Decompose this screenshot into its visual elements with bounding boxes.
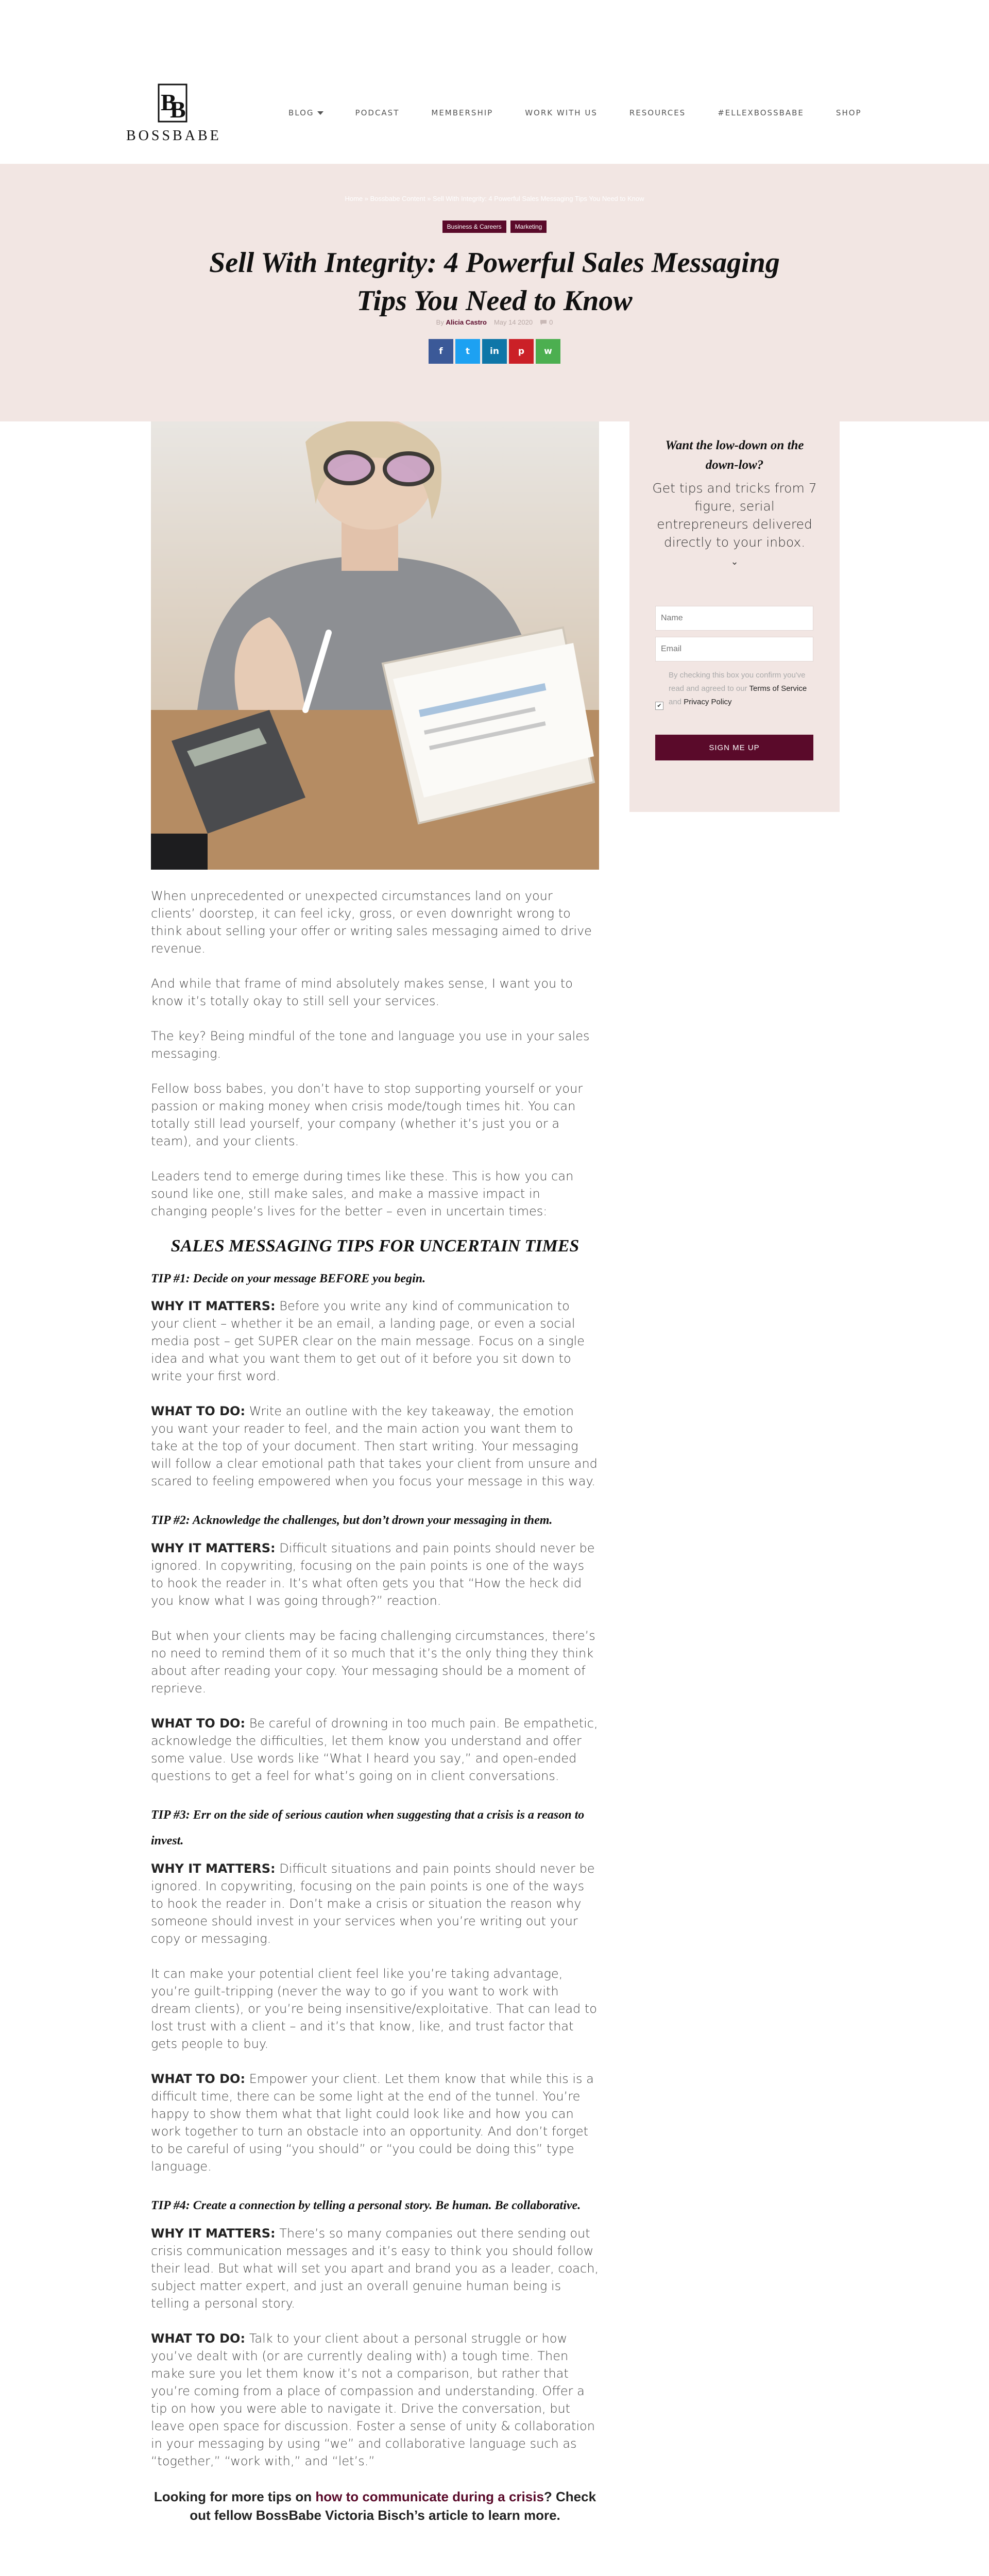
consent-and: and [669, 698, 682, 706]
chevron-down-icon: ⌄ [730, 556, 739, 567]
consent-prefix: By checking this box you confirm you've read and agreed to our [669, 671, 806, 693]
more-tips-callout [151, 2487, 599, 2524]
twitter-share-button[interactable] [455, 339, 480, 364]
callout-prefix: Looking for more tips on [154, 2489, 312, 2504]
tip-heading: TIP #2: Acknowledge the challenges, but don’t drown your messaging in them. [151, 1514, 553, 1527]
paragraph [151, 1539, 599, 1609]
consent-checkbox[interactable]: ✔ [655, 702, 663, 710]
paragraph: Leaders tend to emerge during times like these. This is how you can sound like one, still make sales, and make a massive impact in changing people’s lives for the better – even in uncertain times: [151, 1169, 574, 1218]
svg-text:B: B [170, 96, 186, 123]
what-text: Empower your client. Let them know that while this is a difficult time, there can be some light at the end of the tunnel. You’re happy to show them what that light could look like and how you can work together to turn an obstacle into an opportunity. And don’t forget to be careful of using “you should” or “you could be doing this” type language. [151, 2072, 594, 2174]
nav-item-membership[interactable] [431, 108, 493, 117]
bossbabe-logo-icon [149, 82, 196, 124]
post-content [151, 887, 599, 2542]
nav-label: PODCAST [355, 108, 400, 117]
category-badges [0, 221, 989, 233]
why-text: Difficult situations and pain points should never be ignored. In copywriting, focusing on the pain points is one of the ways to hook the reader in. It’s what often gets you that “How the heck did you know what I was going through?” reaction. [151, 1541, 595, 1608]
nav-label: WORK WITH US [525, 108, 598, 117]
tip-heading: TIP #4: Create a connection by telling a personal story. Be human. Be collaborative. [151, 2199, 581, 2212]
tip-heading: TIP #1: Decide on your message BEFORE you begin. [151, 1272, 426, 1285]
category-badge[interactable]: Marketing [510, 221, 547, 233]
by-label: By [436, 318, 444, 326]
newsletter-signup [629, 421, 840, 812]
paragraph: And while that frame of mind absolutely makes sense, I want you to know it’s totally okay to still sell your services. [151, 976, 573, 1008]
paragraph [151, 1860, 599, 1947]
post-meta [0, 318, 989, 326]
consent-row [655, 669, 820, 710]
sign-up-button[interactable]: SIGN ME UP [655, 735, 813, 760]
consent-text [669, 669, 820, 710]
linkedin-icon: in [490, 346, 499, 357]
nav-item-work-with-us[interactable] [525, 108, 598, 117]
featured-image [151, 421, 599, 870]
featured-image-illustration [151, 421, 599, 870]
callout-suffix: ? Check out fellow BossBabe Victoria Bisch’s article to learn more. [190, 2489, 596, 2523]
paragraph: But when your clients may be facing challenging circumstances, there’s no need to remind them of it so much that it’s the only thing they think about after reading your copy. Your messaging should be a moment of reprieve. [151, 1629, 595, 1696]
facebook-icon: f [439, 346, 443, 357]
nav-label: RESOURCES [629, 108, 686, 117]
paragraph: Fellow boss babes, you don’t have to stop supporting yourself or your passion or making money when crisis mode/tough times hit. You can totally still lead yourself, your company (whether it’s just you or a team), and your clients. [151, 1081, 583, 1148]
whatsapp-icon: w [544, 346, 552, 357]
paragraph [151, 2225, 599, 2312]
page-title: Sell With Integrity: 4 Powerful Sales Messaging Tips You Need to Know [209, 247, 780, 317]
what-text: Be careful of drowning in too much pain. Be empathetic, acknowledge the difficulties, let them know you understand and offer some value. Use words like “What I heard you say,” and open-ended questions to get a feel for what’s going on in client conversations. [151, 1716, 598, 1783]
pinterest-icon: p [518, 346, 525, 357]
why-text: Before you write any kind of communication to your client – whether it be an email, a landing page, or even a social media post – get SUPER clear on the main message. Focus on a single idea and what you want them to get out of it before you sit down to write your first word. [151, 1299, 585, 1383]
nav-item-shop[interactable] [836, 108, 862, 117]
what-label: WHAT TO DO: [151, 1716, 246, 1731]
paragraph: The key? Being mindful of the tone and language you use in your sales messaging. [151, 1029, 590, 1061]
nav-label: MEMBERSHIP [431, 108, 493, 117]
nav-item-podcast[interactable] [355, 108, 400, 117]
what-label: WHAT TO DO: [151, 2072, 246, 2086]
linkedin-share-button[interactable] [482, 339, 507, 364]
share-buttons [0, 339, 989, 364]
site-header [0, 0, 989, 164]
paragraph [151, 1715, 599, 1785]
nav-item-blog[interactable] [288, 108, 323, 117]
facebook-share-button[interactable] [429, 339, 453, 364]
nav-label: #ELLEXBOSSBABE [718, 108, 804, 117]
why-label: WHY IT MATTERS: [151, 1541, 276, 1555]
what-label: WHAT TO DO: [151, 2331, 246, 2346]
paragraph [151, 2070, 599, 2175]
brand-name: BOSSBABE [126, 128, 221, 144]
main-nav [288, 108, 862, 117]
terms-link[interactable]: Terms of Service [749, 684, 807, 693]
breadcrumb[interactable]: Home » Bossbabe Content » Sell With Integrity: 4 Powerful Sales Messaging Tips You Need to Know [345, 195, 644, 202]
nav-label: BLOG [288, 108, 314, 117]
why-label: WHY IT MATTERS: [151, 1861, 276, 1876]
why-text: Difficult situations and pain points should never be ignored. In copywriting, focusing on the pain points is one of the ways to hook the reader in. Don’t make a crisis or situation the reason why someone should invest in your services when you’re writing out your copy or messaging. [151, 1861, 595, 1946]
paragraph [151, 2330, 599, 2470]
nav-item-ellexbossbabe[interactable] [718, 108, 804, 117]
author-prefix [436, 318, 487, 326]
why-text: There’s so many companies out there sending out crisis communication messages and it’s easy to think you should follow their lead. But what will set you apart and brand you as a leader, coach, subject matter expert, and just an overall genuine human being is telling a personal story. [151, 2226, 599, 2311]
svg-text:B: B [161, 89, 177, 115]
comments-number: 0 [549, 318, 553, 326]
why-label: WHY IT MATTERS: [151, 1299, 276, 1313]
crisis-article-link[interactable]: how to communicate during a crisis [315, 2489, 544, 2504]
chevron-down-icon [317, 111, 323, 115]
post-hero [0, 164, 989, 421]
post-date: May 14 2020 [493, 318, 533, 326]
paragraph: It can make your potential client feel like you’re taking advantage, you’re guilt-tripping (never the way to go if you want to work with dream clients), or you’re being insensitive/exploitative. That can lead to lost trust with a client – and it’s that know, like, and trust factor that gets people to buy. [151, 1967, 597, 2051]
what-text: Talk to your client about a personal struggle or how you’ve dealt with (or are currently dealing with) a tough time. Then make sure you let them know it’s not a comparison, but rather that you’re coming from a place of compassion and understanding. Offer a tip on how you were able to navigate it. Drive the conversation, but leave open space for discussion. Foster a sense of unity & collaboration in your messaging by using “we” and collaborative language such as “together,” “work with,” and “let’s.” [151, 2331, 595, 2468]
what-text: Write an outline with the key takeaway, the emotion you want your reader to feel, and the main action you want them to take at the top of your document. Then start writing. Your messaging will follow a clear emotional path that takes your client from unsure and scared to feeling empowered when you focus your message in this way. [151, 1404, 598, 1488]
paragraph: When unprecedented or unexpected circumstances land on your clients’ doorstep, it can feel icky, gross, or even downright wrong to think about selling your offer or writing sales messaging aimed to drive revenue. [151, 889, 592, 956]
brand-logo[interactable] [126, 82, 219, 145]
signup-description: Get tips and tricks from 7 figure, serial entrepreneurs delivered directly to your inbox. [652, 481, 817, 550]
nav-label: SHOP [835, 108, 862, 117]
paragraph [151, 1297, 599, 1385]
pinterest-share-button[interactable] [509, 339, 534, 364]
author-link[interactable]: Alicia Castro [446, 318, 487, 326]
privacy-link[interactable]: Privacy Policy [684, 698, 732, 706]
section-heading: SALES MESSAGING TIPS FOR UNCERTAIN TIMES [170, 1236, 579, 1256]
signup-title: Want the low-down on the down-low? [665, 438, 804, 472]
comments-count[interactable] [540, 318, 553, 326]
paragraph [151, 1402, 599, 1490]
whatsapp-share-button[interactable] [536, 339, 560, 364]
category-badge[interactable]: Business & Careers [442, 221, 506, 233]
email-field[interactable] [655, 637, 813, 662]
name-field[interactable] [655, 606, 813, 631]
what-label: WHAT TO DO: [151, 1404, 246, 1418]
nav-item-resources[interactable] [629, 108, 686, 117]
comment-icon [540, 319, 547, 326]
why-label: WHY IT MATTERS: [151, 2226, 276, 2241]
twitter-icon: t [465, 346, 470, 357]
tip-heading: TIP #3: Err on the side of serious caution when suggesting that a crisis is a reason to invest. [151, 1808, 585, 1848]
